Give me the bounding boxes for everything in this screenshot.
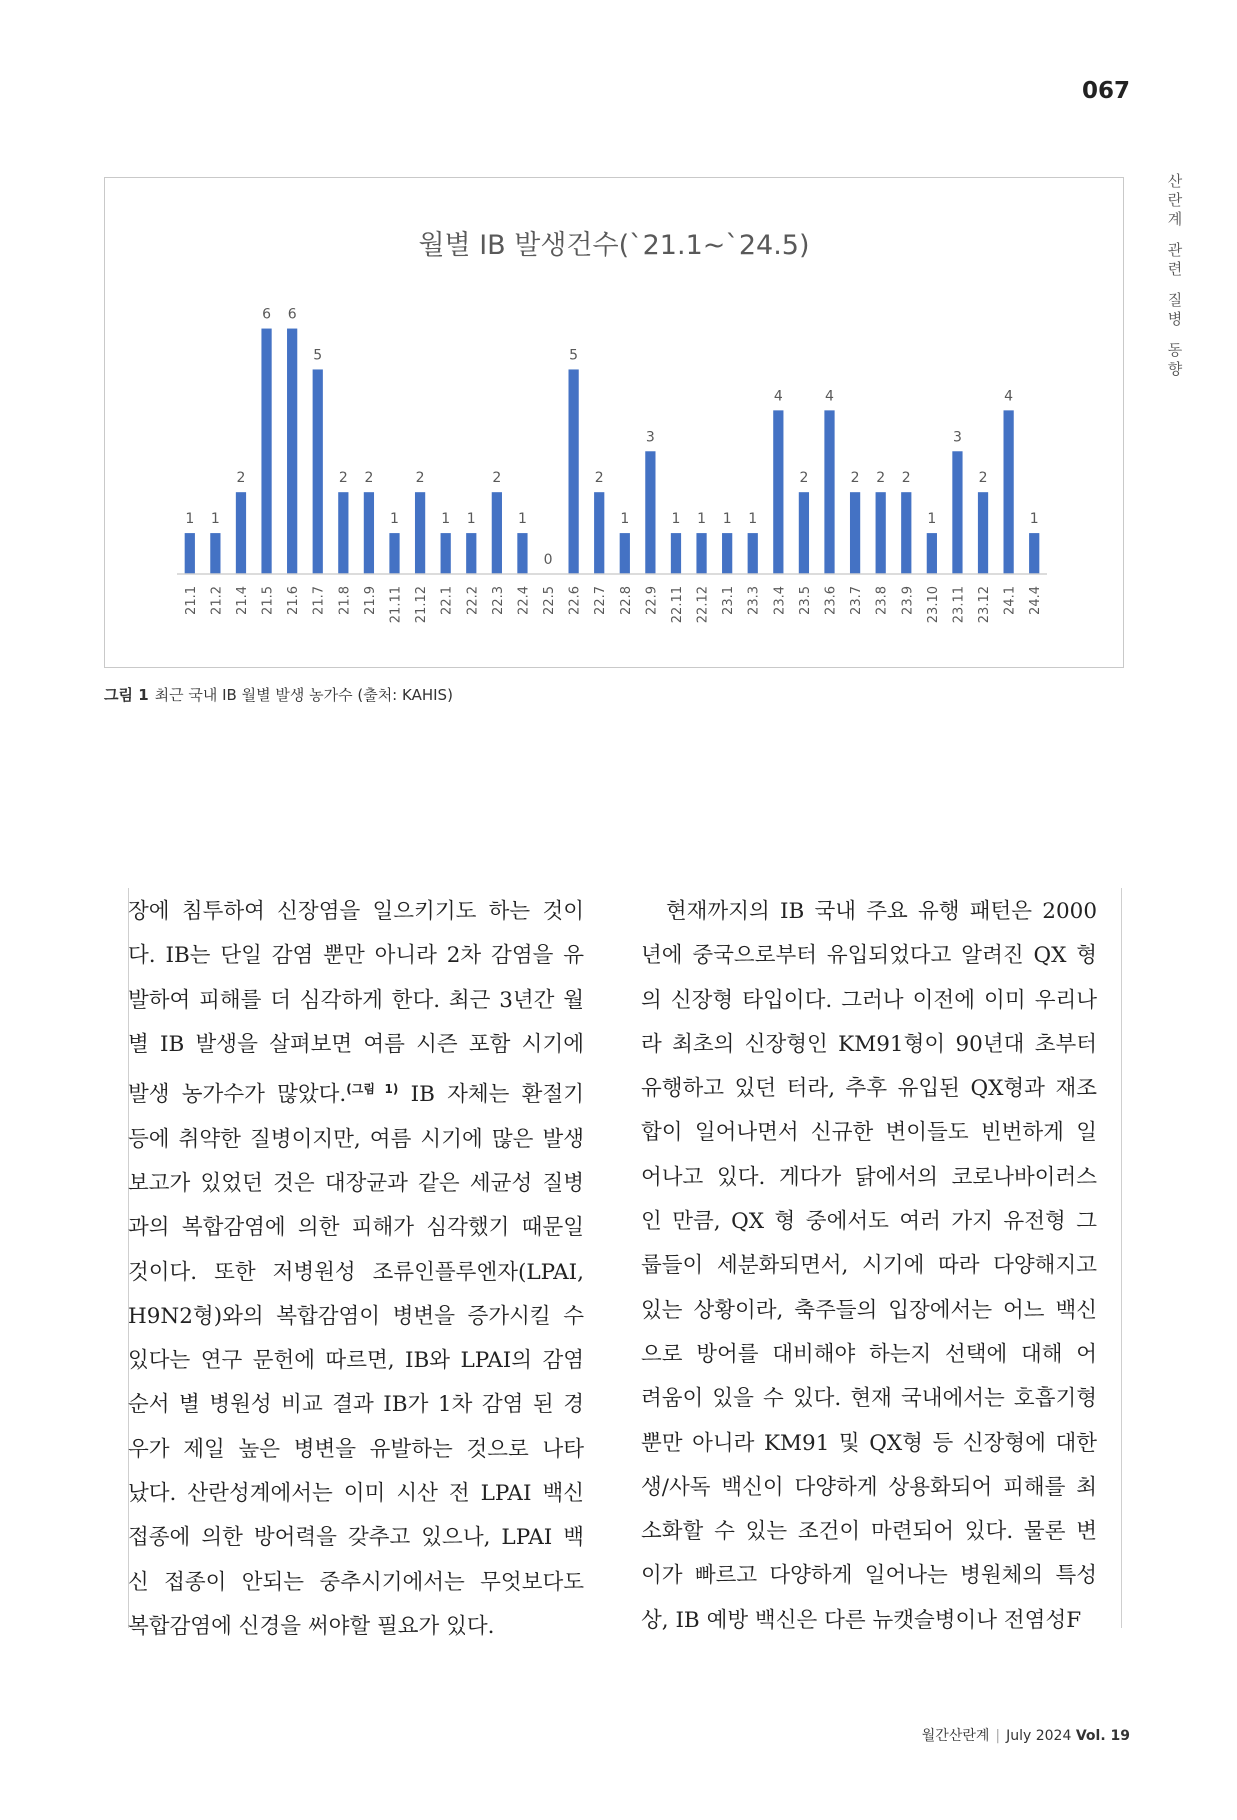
left_column-line: 복합감염에 신경을 써야할 필요가 있다. [128,1613,495,1639]
ib-monthly-bar-chart [105,178,1123,667]
figure-caption-label: 그림 1 [104,686,149,704]
side-tab-char: 질 [1167,291,1183,309]
right_column-line: 뿐만 아니라 KM91 및 QX형 등 신장형에 대한 [641,1430,1097,1456]
left_column-line: 다. IB는 단일 감염 뿐만 아니라 2차 감염을 유 [128,943,584,969]
figure-chart-box [104,177,1124,668]
data-label: 2 [850,470,860,487]
data-label: 1 [1029,511,1039,528]
data-label: 4 [825,388,834,405]
data-label: 3 [645,429,655,446]
x-tick-label: 23.12 [977,586,993,624]
x-tick-label: 22.11 [669,586,685,624]
x-tick-label: 21.5 [260,586,276,615]
right_column-line: 어나고 있다. 게다가 닭에서의 코로나바이러스 [641,1164,1097,1190]
bar-22.1 [441,533,451,574]
data-label: 2 [978,470,988,487]
x-tick-label: 22.1 [439,586,455,615]
bar-22.11 [671,533,681,574]
left_column-line: 별 IB 발생을 살펴보면 여름 시즌 포함 시기에 [128,1031,584,1057]
x-tick-label: 23.7 [849,586,865,615]
right_column-line: 인 만큼, QX 형 중에서도 여러 가지 유전형 그 [641,1209,1097,1235]
page-number: 067 [1081,78,1130,104]
data-label: 1 [671,511,681,528]
data-label: 1 [517,511,527,528]
data-label: 4 [773,388,783,405]
right_column-line: 소화할 수 있는 조건이 마련되어 있다. 물론 변 [641,1519,1097,1545]
left_column-line: 신 접종이 안되는 중추시기에서는 무엇보다도 [128,1569,584,1595]
x-tick-label: 22.9 [644,586,660,615]
left_column-line: 있다는 연구 문헌에 따르면, IB와 LPAI의 감염 [128,1348,584,1374]
bar-22.3 [492,492,502,574]
data-label: 1 [441,511,451,528]
x-tick-label: 23.8 [874,586,890,615]
bar-21.6 [287,329,297,574]
data-label: 1 [697,511,707,528]
bar-21.5 [261,329,271,574]
data-label: 1 [466,511,476,528]
bar-21.9 [364,492,374,574]
side-tab-char: 동 [1167,341,1183,359]
x-tick-label: 23.3 [746,586,762,615]
right_column-line: 으로 방어를 대비해야 하는지 선택에 대해 어 [641,1341,1097,1367]
x-tick-label: 23.1 [721,586,737,615]
data-label: 1 [390,511,399,528]
left_column-line: 등에 취약한 질병이지만, 여름 시기에 많은 발생 [128,1126,584,1152]
bar-23.11 [952,451,962,574]
left_column-line: 우가 제일 높은 병변을 유발하는 것으로 나타 [128,1436,584,1462]
chart-title: 월별 IB 발생건수(`21.1~`24.5) [418,230,810,261]
bar-23.8 [876,492,886,574]
data-label: 1 [722,511,732,528]
figure-reference: (그림 1) [346,1082,399,1097]
x-tick-label: 21.12 [414,586,430,624]
data-label: 2 [364,470,374,487]
side-tab-char: 향 [1167,360,1183,378]
data-label: 3 [952,429,962,446]
bar-22.2 [466,533,476,574]
data-label: 1 [185,511,195,528]
side-tab-char: 계 [1167,210,1183,228]
data-label: 2 [492,470,502,487]
side-tab-char: 관 [1167,241,1183,259]
data-label: 6 [262,306,272,323]
data-label: 4 [1004,388,1014,405]
bar-23.7 [850,492,860,574]
right_column-line: 현재까지의 IB 국내 주요 유행 패턴은 2000 [641,899,1097,924]
bar-21.4 [236,492,246,574]
data-label: 5 [569,347,579,364]
side-tab-char: 란 [1167,191,1183,209]
left_column-line: 보고가 있었던 것은 대장균과 같은 세균성 질병 [128,1170,584,1196]
x-tick-label: 24.4 [1028,586,1044,615]
bar-21.11 [389,533,399,574]
bar-21.7 [313,369,323,574]
section-side-tab [1160,172,1190,379]
data-label: 2 [338,470,348,487]
bar-23.6 [824,410,834,574]
bar-23.5 [799,492,809,574]
figure-caption [104,684,453,705]
left_column-line [128,1067,584,1117]
data-label: 5 [313,347,323,364]
side-tab-char: 산 [1167,172,1183,190]
text-fragment: 발생 농가수가 많았다. [128,1082,347,1108]
figure-caption-text: 최근 국내 IB 월별 발생 농가수 (출처: KAHIS) [154,686,453,704]
bar-23.9 [901,492,911,574]
bar-21.8 [338,492,348,574]
x-tick-label: 22.5 [542,586,558,615]
right_column-line: 합이 일어나면서 신규한 변이들도 빈번하게 일 [641,1120,1097,1146]
bar-24.1 [1004,410,1014,574]
x-tick-label: 23.9 [900,586,916,615]
x-tick-label: 22.4 [516,586,532,615]
data-label: 2 [236,470,246,487]
footer-date: July 2024 [1006,1728,1072,1744]
left_column-line: H9N2형)와의 복합감염이 병변을 증가시킬 수 [128,1303,584,1329]
x-tick-label: 21.9 [362,586,378,615]
x-tick-label: 22.6 [567,586,583,615]
right_column-line: 상, IB 예방 백신은 다른 뉴캣슬병이나 전염성F [641,1607,1082,1633]
data-label: 1 [748,511,758,528]
x-tick-label: 21.2 [209,586,225,615]
data-label: 1 [927,511,937,528]
data-label: 2 [594,470,604,487]
bar-22.9 [645,451,655,574]
x-tick-label: 23.4 [772,586,788,615]
bar-21.1 [185,533,195,574]
bar-22.4 [517,533,527,574]
side-tab-char: 병 [1167,310,1183,328]
bar-22.8 [620,533,630,574]
bar-21.2 [210,533,220,574]
right_column-line: 라 최초의 신장형인 KM91형이 90년대 초부터 [641,1031,1097,1057]
bar-22.7 [594,492,604,574]
right-text-column [641,890,1097,1643]
right_column-line: 룹들이 세분화되면서, 시기에 따라 다양해지고 [641,1253,1097,1279]
left_column-line: 순서 별 병원성 비교 결과 IB가 1차 감염 된 경 [128,1392,584,1418]
data-label: 1 [210,511,220,528]
x-tick-label: 21.4 [234,586,250,615]
side-tab-char: 련 [1167,260,1183,278]
footer-magazine-name: 월간산란계 [921,1728,990,1744]
right_column-line: 의 신장형 타입이다. 그러나 이전에 이미 우리나 [641,987,1097,1013]
data-label: 6 [287,306,297,323]
bar-22.12 [696,533,706,574]
left_column-line: 과의 복합감염에 의한 피해가 심각했기 때문일 [128,1215,584,1241]
left-text-column [128,890,584,1649]
bar-23.3 [748,533,758,574]
footer-volume: Vol. 19 [1075,1728,1130,1744]
data-label: 2 [876,470,886,487]
bar-22.6 [569,369,579,574]
data-label: 1 [620,511,630,528]
text-fragment: IB 자체는 환절기 [398,1082,584,1108]
x-tick-label: 21.8 [337,586,353,615]
data-label: 2 [799,470,809,487]
x-tick-label: 22.2 [465,586,481,615]
left_column-line: 것이다. 또한 저병원성 조류인플루엔자(LPAI, [128,1259,584,1285]
x-tick-label: 24.1 [1002,586,1018,615]
x-tick-label: 22.3 [490,586,506,615]
right_column-line: 생/사독 백신이 다양하게 상용화되어 피해를 최 [641,1474,1097,1500]
bar-24.4 [1029,533,1039,574]
right_column-line: 이가 빠르고 다양하게 일어나는 병원체의 특성 [641,1563,1097,1589]
right_column-line: 년에 중국으로부터 유입되었다고 알려진 QX 형 [641,943,1097,969]
x-tick-label: 23.11 [951,586,967,624]
x-tick-label: 21.1 [183,586,199,615]
left_column-line: 발하여 피해를 더 심각하게 한다. 최근 3년간 월 [128,987,584,1013]
right-column-rule [1121,888,1122,1628]
data-label: 2 [415,470,425,487]
x-tick-label: 21.6 [286,586,302,615]
bar-23.12 [978,492,988,574]
left_column-line: 났다. 산란성계에서는 이미 시산 전 LPAI 백신 [128,1481,584,1507]
x-tick-label: 22.12 [695,586,711,624]
left_column-line: 접종에 의한 방어력을 갖추고 있으나, LPAI 백 [128,1525,584,1551]
x-tick-label: 23.6 [823,586,839,615]
x-tick-label: 22.7 [593,586,609,615]
x-tick-label: 22.8 [618,586,634,615]
x-tick-label: 23.10 [925,586,941,624]
bar-21.12 [415,492,425,574]
x-tick-label: 23.5 [797,586,813,615]
data-label: 0 [543,552,553,568]
page-footer [820,1725,1130,1745]
x-tick-label: 21.11 [388,586,404,624]
bar-23.10 [927,533,937,574]
bar-23.1 [722,533,732,574]
bar-23.4 [773,410,783,574]
footer-separator: | [995,1728,1001,1744]
right_column-line: 유행하고 있던 터라, 추후 유입된 QX형과 재조 [641,1076,1097,1102]
right_column-line: 려움이 있을 수 있다. 현재 국내에서는 호흡기형 [641,1386,1097,1412]
data-label: 2 [901,470,911,487]
x-tick-label: 21.7 [311,586,327,615]
right_column-line: 있는 상황이라, 축주들의 입장에서는 어느 백신 [641,1297,1097,1323]
left_column-line: 장에 침투하여 신장염을 일으키기도 하는 것이 [128,899,584,924]
